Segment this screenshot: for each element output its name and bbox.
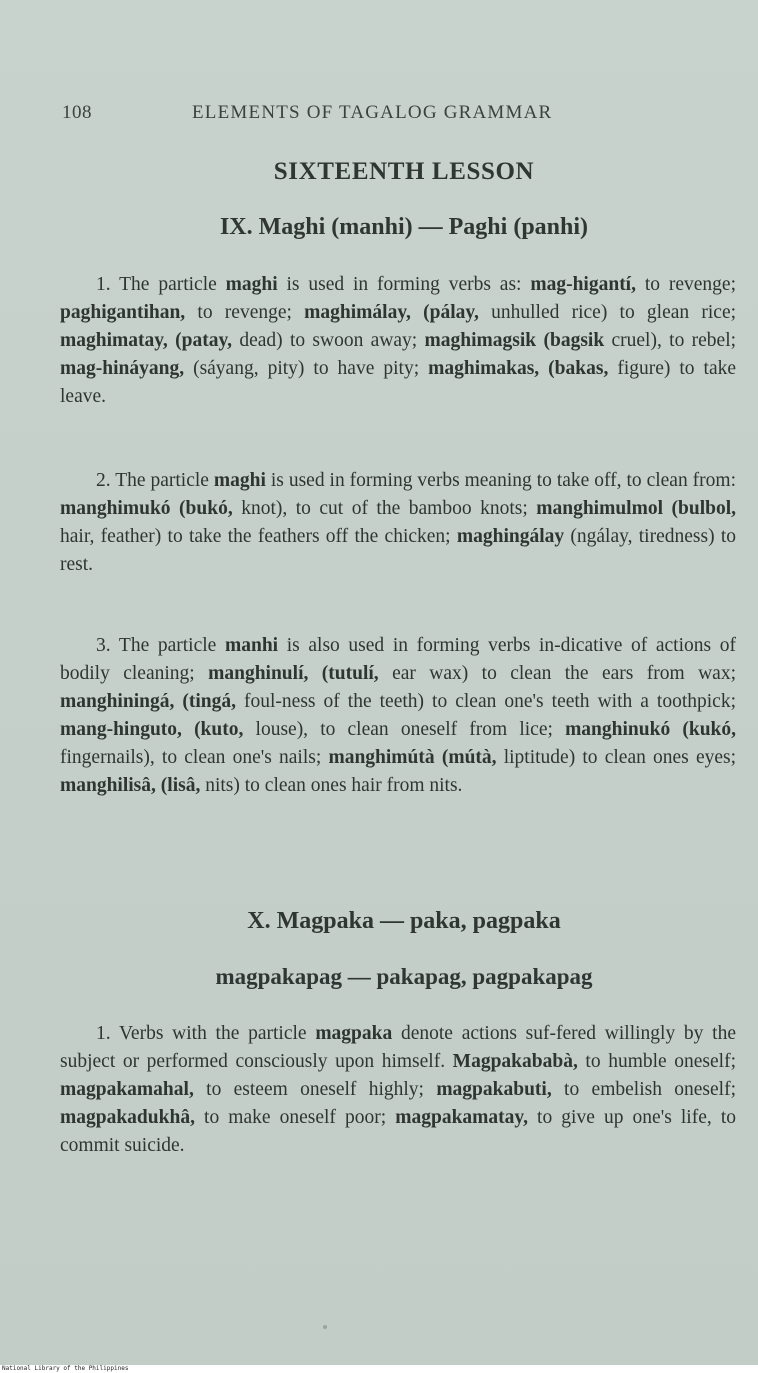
bold-term: (mútà, bbox=[441, 747, 497, 768]
text-run: 2. The particle bbox=[96, 470, 214, 491]
page-number: 108 bbox=[62, 102, 92, 123]
bold-term: magpakamahal, bbox=[60, 1079, 194, 1100]
bold-term: (kuto, bbox=[194, 719, 244, 740]
text-run bbox=[171, 498, 180, 519]
section-subheading-x: magpakapag — pakapag, pagpakapag bbox=[215, 964, 593, 989]
bold-term: magpakabuti, bbox=[436, 1079, 552, 1100]
bold-term: (patay, bbox=[175, 330, 233, 351]
bold-term: (bakas, bbox=[548, 358, 609, 379]
bold-term: manhi bbox=[224, 635, 279, 656]
text-run: is used in forming verbs meaning to take off, to clean from: bbox=[265, 470, 736, 491]
bold-term: magpaka bbox=[315, 1023, 393, 1044]
bold-term: (tingá, bbox=[182, 691, 236, 712]
text-run: to embelish oneself; bbox=[551, 1079, 736, 1100]
text-run: (sáyang, pity) to have pity; bbox=[184, 358, 429, 379]
text-run: to make oneself poor; bbox=[194, 1107, 396, 1128]
bold-term: mag-higantí, bbox=[530, 274, 636, 295]
bold-term: manghimútà bbox=[328, 747, 435, 768]
text-run: hair, feather) to take the feathers off the chicken; bbox=[60, 526, 457, 547]
bold-term: maghimálay, bbox=[304, 302, 411, 323]
bold-term: manghimulmol bbox=[536, 498, 664, 519]
text-run: denote actions suf-fered willingly by the subject or performed consciously upon himself. bbox=[60, 1023, 736, 1072]
bold-term: manghimukó bbox=[60, 498, 171, 519]
bold-term: Magpakababà, bbox=[452, 1051, 578, 1072]
paragraph-1 bbox=[60, 271, 736, 411]
bold-term: magpakamatay, bbox=[395, 1107, 528, 1128]
running-title: ELEMENTS OF TAGALOG GRAMMAR bbox=[192, 102, 553, 123]
bold-term: (bagsik bbox=[543, 330, 605, 351]
text-run: dead) to swoon away; bbox=[232, 330, 425, 351]
bold-term: mag-hináyang, bbox=[60, 358, 185, 379]
text-run: figure) to take leave. bbox=[60, 358, 737, 407]
text-run: liptitude) to clean ones eyes; bbox=[496, 747, 737, 768]
bold-term: (bukó, bbox=[179, 498, 233, 519]
text-run: to revenge; bbox=[635, 274, 737, 295]
bold-term: paghigantihan, bbox=[60, 302, 186, 323]
bold-term: manghinulí, bbox=[208, 663, 309, 684]
text-run: to revenge; bbox=[185, 302, 305, 323]
text-run bbox=[539, 358, 548, 379]
bold-term: (lisâ, bbox=[160, 775, 201, 796]
paragraph-2 bbox=[60, 467, 736, 579]
text-run: to esteem oneself highly; bbox=[193, 1079, 437, 1100]
paragraph-3 bbox=[60, 632, 736, 800]
text-run: ear wax) to clean the ears from wax; bbox=[378, 663, 736, 684]
paragraph-magpaka bbox=[60, 1020, 736, 1160]
text-run: louse), to clean oneself from lice; bbox=[243, 719, 566, 740]
text-run bbox=[308, 663, 321, 684]
text-run bbox=[670, 719, 682, 740]
bold-term: manghinukó bbox=[565, 719, 671, 740]
text-run: fingernails), to clean one's nails; bbox=[60, 747, 329, 768]
bold-term: maghi bbox=[213, 470, 266, 491]
text-run: is also used in forming verbs in-dicative of actions of bodily cleaning; bbox=[60, 635, 736, 684]
text-run bbox=[411, 302, 423, 323]
bold-term: maghingálay bbox=[456, 526, 565, 547]
text-run bbox=[182, 719, 194, 740]
text-run: knot), to cut of the bamboo knots; bbox=[232, 498, 537, 519]
bold-term: magpakadukhâ, bbox=[60, 1107, 195, 1128]
bold-term: maghimatay, bbox=[60, 330, 168, 351]
bold-term: mang-hinguto, bbox=[60, 719, 182, 740]
text-run: cruel), to rebel; bbox=[604, 330, 737, 351]
bold-term: (tutulí, bbox=[321, 663, 379, 684]
text-run: 1. Verbs with the particle bbox=[96, 1023, 316, 1044]
library-credit: National Library of the Philippines bbox=[2, 1365, 129, 1372]
text-run bbox=[663, 498, 672, 519]
section-heading-x: X. Magpaka — paka, pagpaka bbox=[247, 908, 561, 934]
bold-term: maghi bbox=[225, 274, 278, 295]
text-run: unhulled rice) to glean rice; bbox=[478, 302, 737, 323]
page-speck bbox=[323, 1325, 327, 1329]
bold-term: manghiningá, bbox=[60, 691, 175, 712]
text-run: is used in forming verbs as: bbox=[277, 274, 531, 295]
text-run: 1. The particle bbox=[96, 274, 226, 295]
bold-term: manghilisâ, bbox=[60, 775, 156, 796]
text-run: to humble oneself; bbox=[577, 1051, 737, 1072]
text-run: nits) to clean ones hair from nits. bbox=[200, 775, 463, 796]
text-run: to give up one's life, to commit suicide. bbox=[60, 1107, 736, 1156]
text-run: foul-ness of the teeth) to clean one's teeth with a toothpick; bbox=[236, 691, 737, 712]
bold-term: (bulbol, bbox=[671, 498, 737, 519]
lesson-title: SIXTEENTH LESSON bbox=[273, 158, 535, 185]
text-run: 3. The particle bbox=[96, 635, 225, 656]
bold-term: maghimakas, bbox=[428, 358, 540, 379]
bold-term: (kukó, bbox=[682, 719, 737, 740]
text-run bbox=[435, 747, 442, 768]
bold-term: (pálay, bbox=[423, 302, 479, 323]
section-heading-ix: IX. Maghi (manhi) — Paghi (panhi) bbox=[219, 214, 589, 240]
text-run: (ngálay, tiredness) to rest. bbox=[60, 526, 736, 575]
bold-term: maghimagsik bbox=[424, 330, 537, 351]
